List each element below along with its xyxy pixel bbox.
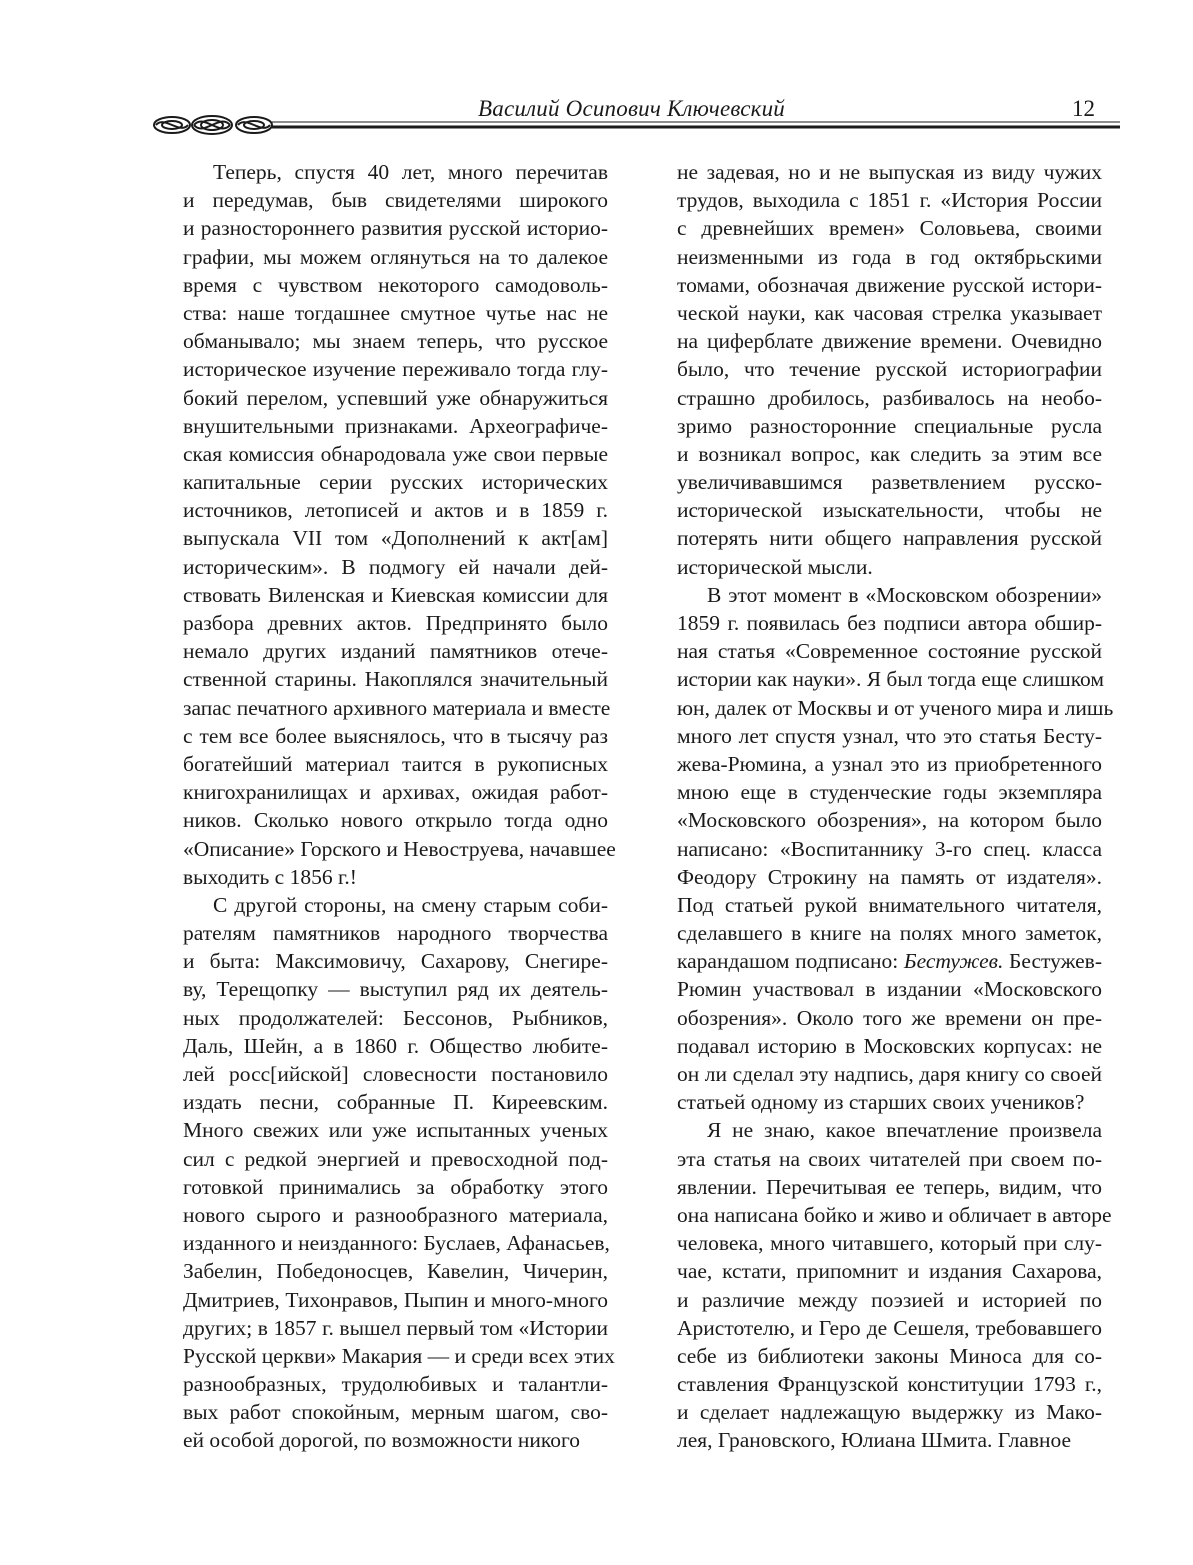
- text-line: готовкой принимались за обработку этого: [183, 1174, 608, 1199]
- text-line: Теперь, спустя 40 лет, много перечитав: [213, 160, 608, 184]
- text-line: не задевая, но и не выпуская из виду чужих: [677, 160, 1102, 184]
- text-line: запас печатного архивного материала и вместе: [183, 695, 611, 720]
- text-line: Под статьей рукой внимательного читателя,: [677, 892, 1102, 917]
- text-line: графии, мы можем оглянуться на то далекое: [183, 244, 608, 269]
- left-text-column: [153, 158, 616, 1455]
- text-line: Рюмин участвовал в издании «Московского: [677, 977, 1102, 1002]
- text-line: и возникал вопрос, как следить за этим все: [677, 441, 1102, 466]
- text-line: богатейший материал таится в рукописных: [183, 751, 608, 776]
- text-line: разнообразных, трудолюбивых и талантли-: [183, 1372, 608, 1397]
- text-line: исторической мысли.: [677, 554, 873, 579]
- text-line: ву, Терещопку — выступил ряд их деятель-: [183, 977, 608, 1002]
- text-line: потерять нити общего направления русской: [677, 526, 1102, 551]
- text-line: мною еще в студенческие годы экземпляра: [677, 780, 1102, 805]
- text-line: статьей одному из старших своих учеников?: [677, 1090, 1085, 1115]
- running-header-title: Василий Осипович Ключевский: [478, 96, 786, 121]
- text-line: внушительными признаками. Археографиче-: [183, 413, 608, 438]
- paragraph: [647, 158, 1102, 581]
- text-line: трудов, выходила с 1851 г. «История России: [677, 188, 1102, 213]
- paragraph: [647, 581, 1114, 1117]
- text-line: Аристотелю, и Геро де Сешеля, требовавшего: [677, 1315, 1102, 1340]
- text-line: с древнейших времен» Соловьева, своими: [677, 216, 1102, 241]
- text-line: человека, много читавшего, который при слу-: [677, 1231, 1102, 1256]
- text-line: и быта: Максимовичу, Сахарову, Снегире-: [183, 949, 608, 974]
- text-line: лея, Грановского, Юлиана Шмита. Главное: [677, 1428, 1072, 1453]
- page-number: 12: [1072, 96, 1095, 121]
- text-line: 1859 г. появилась без подписи автора обшир-: [677, 611, 1102, 635]
- text-line: рателям памятников народного творчества: [183, 921, 608, 946]
- text-line: и передумав, быв свидетелями широкого: [183, 188, 608, 213]
- text-line: других; в 1857 г. вышел первый том «Истории: [183, 1315, 608, 1340]
- text-line: много лет спустя узнал, что это статья Бесту-: [677, 723, 1102, 748]
- text-line: обманывало; мы знаем теперь, что русское: [183, 329, 608, 354]
- text-line: юн, далек от Москвы и от ученого мира и лишь: [677, 695, 1114, 720]
- text-line: исторической изыскательности, чтобы не: [677, 498, 1102, 523]
- text-line: ческой науки, как часовая стрелка указывает: [677, 300, 1102, 325]
- text-line: историческое изучение переживало тогда глу-: [183, 357, 608, 382]
- text-line: ных продолжателей: Бессонов, Рыбников,: [183, 1005, 608, 1030]
- text-line: увеличивавшимся разветвлением русско-: [677, 470, 1102, 495]
- text-line: Я не знаю, какое впечатление произвела: [707, 1118, 1102, 1143]
- text-line: ственной старины. Накоплялся значительный: [183, 667, 608, 692]
- text-line: ствовать Виленская и Киевская комиссии для: [183, 582, 608, 607]
- text-line: В этот момент в «Московском обозрении»: [707, 582, 1102, 607]
- paragraph: [153, 891, 615, 1455]
- text-line: явлении. Перечитывая ее теперь, видим, что: [677, 1174, 1102, 1199]
- text-line: Много свежих или уже испытанных ученых: [183, 1118, 608, 1143]
- text-line: написано: «Воспитаннику 3-го спец. класса: [677, 836, 1102, 861]
- text-line: подавал историю в Московских корпусах: не: [677, 1033, 1102, 1058]
- text-line: ства: наше тогдашнее смутное чутье нас не: [183, 300, 608, 325]
- paragraph: [153, 158, 616, 891]
- text-line: лей росс[ийской] словесности постановило: [183, 1062, 608, 1086]
- text-line: бокий перелом, успевший уже обнаружиться: [183, 385, 608, 410]
- text-line: выходить с 1856 г.!: [183, 864, 357, 889]
- text-line: ей особой дорогой, по возможности никого: [183, 1428, 581, 1453]
- text-line: он ли сделал эту надпись, даря книгу со своей: [677, 1062, 1102, 1086]
- text-line: «Московского обозрения», на котором было: [677, 808, 1102, 833]
- text-line: ников. Сколько нового открыло тогда одно: [183, 808, 608, 833]
- text-line: Дмитриев, Тихонравов, Пыпин и много-много: [183, 1287, 608, 1312]
- paragraph: [647, 1116, 1112, 1454]
- text-line: капитальные серии русских исторических: [183, 470, 608, 495]
- text-line: себе из библиотеки законы Миноса для со-: [677, 1343, 1102, 1368]
- text-line: было, что течение русской историографии: [677, 357, 1102, 382]
- text-line: ская комиссия обнародовала уже свои первые: [183, 441, 608, 466]
- right-text-column: [647, 158, 1114, 1455]
- text-line: книгохранилищах и архивах, ожидая работ-: [183, 780, 608, 805]
- text-line: время с чувством некоторого самодоволь-: [183, 272, 608, 297]
- text-line: историческим». В подмогу ей начали дей-: [183, 554, 608, 579]
- text-line: издать песни, собранные П. Киреевским.: [183, 1090, 608, 1115]
- text-line: ставления Французской конституции 1793 г.,: [677, 1372, 1102, 1397]
- text-line: Феодору Строкину на память от издателя».: [677, 864, 1102, 889]
- text-line: разбора древних актов. Предпринято было: [183, 611, 608, 635]
- text-line: и разностороннего развития русской историо-: [183, 216, 608, 241]
- text-line: она написана бойко и живо и обличает в авторе: [677, 1202, 1112, 1227]
- text-line: истории как науки». Я был тогда еще слишком: [677, 667, 1105, 692]
- text-line: обозрения». Около того же времени он пре-: [677, 1005, 1102, 1030]
- text-line: неизменными из года в год октябрьскими: [677, 244, 1102, 269]
- text-line: нового сырого и разнообразного материала,: [183, 1202, 608, 1227]
- text-line: сил с редкой энергией и превосходной под-: [183, 1146, 608, 1171]
- text-line: с тем все более выяснялось, что в тысячу раз: [183, 723, 608, 748]
- text-line: томами, обозначая движение русской истори-: [677, 272, 1102, 297]
- text-line: Даль, Шейн, а в 1860 г. Общество любите-: [183, 1033, 608, 1058]
- text-line: С другой стороны, на смену старым соби-: [213, 892, 608, 917]
- text-line: выпускала VII том «Дополнений к акт[ам]: [183, 526, 608, 551]
- text-line: чае, кстати, припомнит и издания Сахарова,: [677, 1259, 1102, 1284]
- text-line: и сделает надлежащую выдержку из Мако-: [677, 1400, 1102, 1425]
- text-line: жева-Рюмина, а узнал это из приобретенного: [677, 751, 1102, 776]
- page-header: [0, 0, 1193, 140]
- text-line: и различие между поэзией и историей по: [677, 1287, 1102, 1312]
- text-line: немало других изданий памятников отече-: [183, 639, 608, 664]
- text-line: сделавшего в книге на полях много заметок,: [677, 921, 1102, 946]
- text-line: Забелин, Победоносцев, Кавелин, Чичерин,: [183, 1259, 608, 1284]
- text-line: источников, летописей и актов и в 1859 г.: [183, 498, 608, 523]
- text-line: карандашом подписано: Бестужев. Бестужев-: [677, 949, 1102, 974]
- text-line: на циферблате движение времени. Очевидно: [677, 329, 1102, 354]
- text-line: вых работ спокойным, мерным шагом, сво-: [183, 1400, 608, 1425]
- text-line: ная статья «Современное состояние русской: [677, 639, 1102, 664]
- text-line: изданного и неизданного: Буслаев, Афанасьев,: [183, 1231, 610, 1256]
- text-line: зримо разносторонние специальные русла: [677, 413, 1102, 438]
- text-line: Русской церкви» Макария — и среди всех этих: [183, 1343, 615, 1368]
- text-line: страшно дробилось, разбивалось на необо-: [677, 385, 1102, 410]
- text-line: «Описание» Горского и Невоструева, начавшее: [183, 836, 616, 861]
- text-line: эта статья на своих читателей при своем по-: [677, 1146, 1102, 1171]
